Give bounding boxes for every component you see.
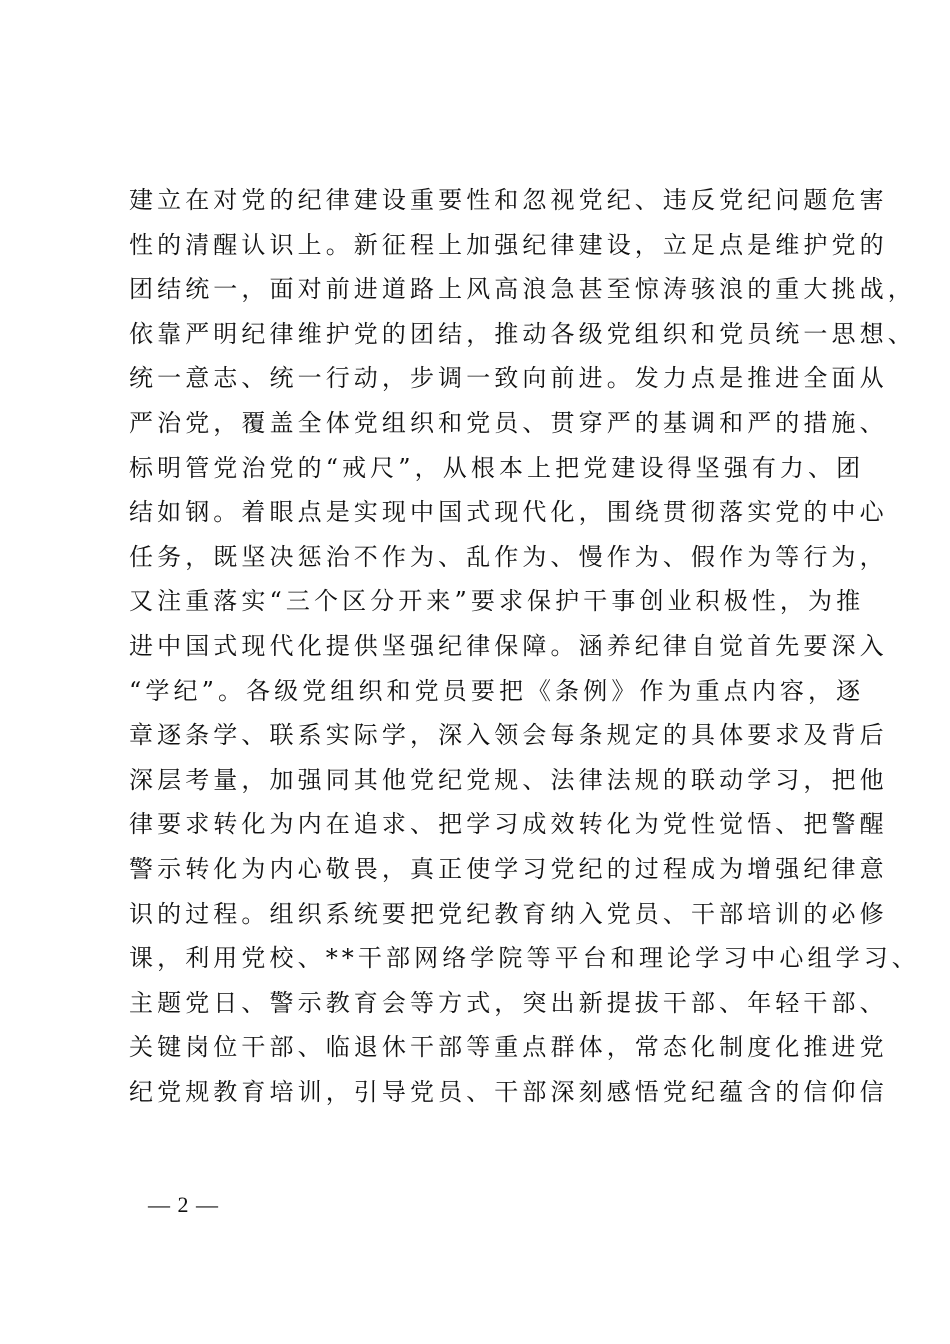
text-line: 建立在对党的纪律建设重要性和忽视党纪、违反党纪问题危害 bbox=[129, 186, 888, 214]
text-line: 课，利用党校、**干部网络学院等平台和理论学习中心组学习、 bbox=[129, 944, 920, 973]
text-line: 标明管党治党的“戒尺”，从根本上把党建设得坚强有力、团 bbox=[129, 453, 865, 482]
text-line: 严治党，覆盖全体党组织和党员、贯穿严的基调和严的措施、 bbox=[129, 408, 888, 437]
text-line: 又注重落实“三个区分开来”要求保护干事创业积极性，为推 bbox=[129, 587, 865, 616]
text-line: 性的清醒认识上。新征程上加强纪律建设，立足点是维护党的 bbox=[129, 230, 888, 259]
body-paragraph bbox=[129, 178, 920, 1114]
text-line: 统一意志、统一行动，步调一致向前进。发力点是推进全面从 bbox=[129, 364, 888, 393]
text-line: 任务，既坚决惩治不作为、乱作为、慢作为、假作为等行为， bbox=[129, 542, 888, 571]
text-line: 团结统一，面对前进道路上风高浪急甚至惊涛骇浪的重大挑战， bbox=[129, 275, 916, 304]
text-line: 章逐条学、联系实际学，深入领会每条规定的具体要求及背后 bbox=[129, 721, 888, 750]
text-line: 主题党日、警示教育会等方式，突出新提拔干部、年轻干部、 bbox=[129, 988, 888, 1017]
text-line: 警示转化为内心敬畏，真正使学习党纪的过程成为增强纪律意 bbox=[129, 854, 888, 883]
text-line: “学纪”。各级党组织和党员要把《条例》作为重点内容，逐 bbox=[129, 676, 865, 705]
text-line: 识的过程。组织系统要把党纪教育纳入党员、干部培训的必修 bbox=[129, 899, 888, 928]
text-line: 依靠严明纪律维护党的团结，推动各级党组织和党员统一思想、 bbox=[129, 319, 916, 348]
page-number: — 2 — bbox=[148, 1192, 219, 1217]
text-line: 深层考量，加强同其他党纪党规、法律法规的联动学习，把他 bbox=[129, 765, 888, 794]
text-line: 关键岗位干部、临退休干部等重点群体，常态化制度化推进党 bbox=[129, 1033, 888, 1062]
text-line: 进中国式现代化提供坚强纪律保障。涵养纪律自觉首先要深入 bbox=[129, 631, 888, 660]
text-line: 律要求转化为内在追求、把学习成效转化为党性觉悟、把警醒 bbox=[129, 810, 888, 839]
text-line: 结如钢。着眼点是实现中国式现代化，围绕贯彻落实党的中心 bbox=[129, 498, 888, 527]
text-line: 纪党规教育培训，引导党员、干部深刻感悟党纪蕴含的信仰信 bbox=[129, 1077, 888, 1106]
